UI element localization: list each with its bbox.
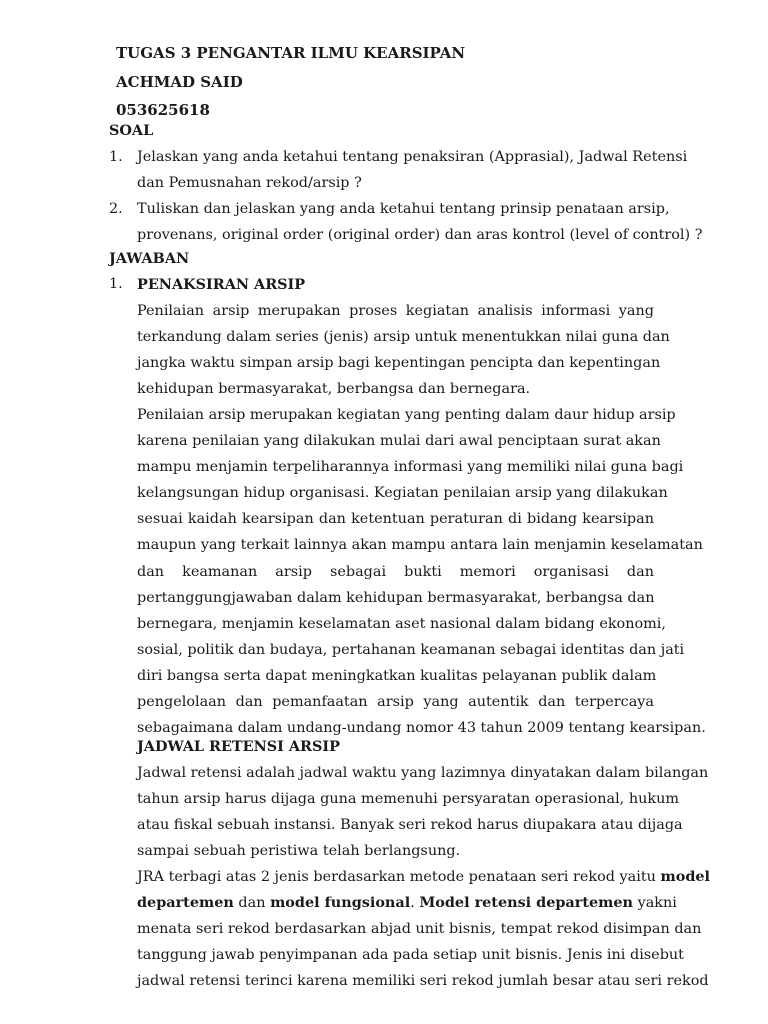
paragraph-line	[137, 890, 677, 916]
paragraph-line: pertanggungjawaban dalam kehidupan bermasyarakat, berbangsa dan	[137, 589, 655, 606]
paragraph-line: jadwal retensi terinci karena memiliki seri rekod jumlah besar atau seri rekod	[137, 973, 709, 990]
paragraph-line: terkandung dalam series (jenis) arsip untuk menentukkan nilai guna dan	[137, 329, 670, 346]
student-id: 053625618	[116, 101, 210, 119]
paragraph-line: pengelolaan dan pemanfaatan arsip yang autentik dan terpercaya	[137, 694, 654, 711]
inline-text: dan	[238, 895, 266, 912]
paragraph-line: atau fiskal sebuah instansi. Banyak seri rekod harus diupakara atau dijaga	[137, 817, 683, 834]
question-2	[109, 196, 703, 248]
soal-heading: SOAL	[109, 122, 154, 139]
question-text	[137, 196, 703, 248]
paragraph-line: Penilaian arsip merupakan proses kegiatan analisis informasi yang	[137, 303, 654, 319]
bold-term: Model retensi departemen	[419, 894, 633, 912]
assignment-title: TUGAS 3 PENGANTAR ILMU KEARSIPAN	[116, 44, 466, 62]
paragraph-line: maupun yang terkait lainnya akan mampu antara lain menjamin keselamatan	[137, 537, 703, 554]
paragraph-penaksiran-1	[137, 298, 670, 402]
paragraph-line: kehidupan bermasyarakat, berbangsa dan bernegara.	[137, 381, 531, 398]
paragraph-line: sosial, politik dan budaya, pertahanan keamanan sebagai identitas dan jati	[137, 641, 685, 658]
question-1	[109, 144, 688, 196]
paragraph-penaksiran-2	[137, 402, 706, 741]
question-text	[137, 144, 688, 196]
paragraph-line: jangka waktu simpan arsip bagi kepentingan pencipta dan kepentingan	[137, 355, 661, 372]
question-number: 1.	[109, 149, 123, 165]
paragraph-line: Jadwal retensi adalah jadwal waktu yang lazimnya dinyatakan dalam bilangan	[137, 765, 709, 781]
section-title-penaksiran: PENAKSIRAN ARSIP	[137, 276, 306, 293]
inline-text: yakni	[637, 895, 677, 912]
bold-term: model	[660, 868, 711, 885]
paragraph-line: sampai sebuah peristiwa telah berlangsung.	[137, 843, 461, 860]
paragraph-line: mampu menjamin terpeliharannya informasi yang memiliki nilai guna bagi	[137, 459, 684, 476]
question-line: Tuliskan dan jelaskan yang anda ketahui tentang prinsip penataan arsip,	[137, 201, 670, 217]
question-number: 2.	[109, 201, 123, 217]
paragraph-line: tanggung jawab penyimpanan ada pada setiap unit bisnis. Jenis ini disebut	[137, 947, 684, 964]
question-line: dan Pemusnahan rekod/arsip ?	[137, 175, 362, 191]
paragraph-line: kelangsungan hidup organisasi. Kegiatan penilaian arsip yang dilakukan	[137, 485, 668, 502]
paragraph-line: bernegara, menjamin keselamatan aset nasional dalam bidang ekonomi,	[137, 615, 666, 632]
bold-term: departemen	[137, 894, 234, 912]
paragraph-line: tahun arsip harus dijaga guna memenuhi persyaratan operasional, hukum	[137, 791, 679, 808]
paragraph-line: karena penilaian yang dilakukan mulai dari awal penciptaan surat akan	[137, 433, 661, 450]
inline-text: .	[410, 895, 415, 912]
paragraph-line: sesuai kaidah kearsipan dan ketentuan peraturan di bidang kearsipan	[137, 511, 654, 528]
jawaban-heading: JAWABAN	[109, 250, 190, 267]
question-line: Jelaskan yang anda ketahui tentang penaksiran (Apprasial), Jadwal Retensi	[137, 149, 688, 165]
inline-text: JRA terbagi atas 2 jenis berdasarkan metode penataan seri rekod yaitu	[137, 869, 656, 885]
student-name: ACHMAD SAID	[116, 73, 243, 91]
paragraph-line: diri bangsa serta dapat meningkatkan kualitas pelayanan publik dalam	[137, 667, 657, 684]
question-line: provenans, original order (original order) dan aras kontrol (level of control) ?	[137, 227, 703, 243]
answer-number: 1.	[109, 276, 123, 292]
paragraph-line: dan keamanan arsip sebagai bukti memori organisasi dan	[137, 563, 654, 580]
paragraph-line: menata seri rekod berdasarkan abjad unit bisnis, tempat rekod disimpan dan	[137, 921, 702, 938]
paragraph-jadwal-1	[137, 760, 709, 864]
paragraph-line	[137, 864, 711, 890]
paragraph-line: Penilaian arsip merupakan kegiatan yang penting dalam daur hidup arsip	[137, 407, 676, 423]
paragraph-jadwal-2	[137, 864, 711, 994]
bold-term: model fungsional	[270, 894, 411, 912]
section-title-jadwal-retensi: JADWAL RETENSI ARSIP	[137, 738, 340, 755]
paragraph-line: sebagaimana dalam undang-undang nomor 43 tahun 2009 tentang kearsipan.	[137, 720, 706, 737]
